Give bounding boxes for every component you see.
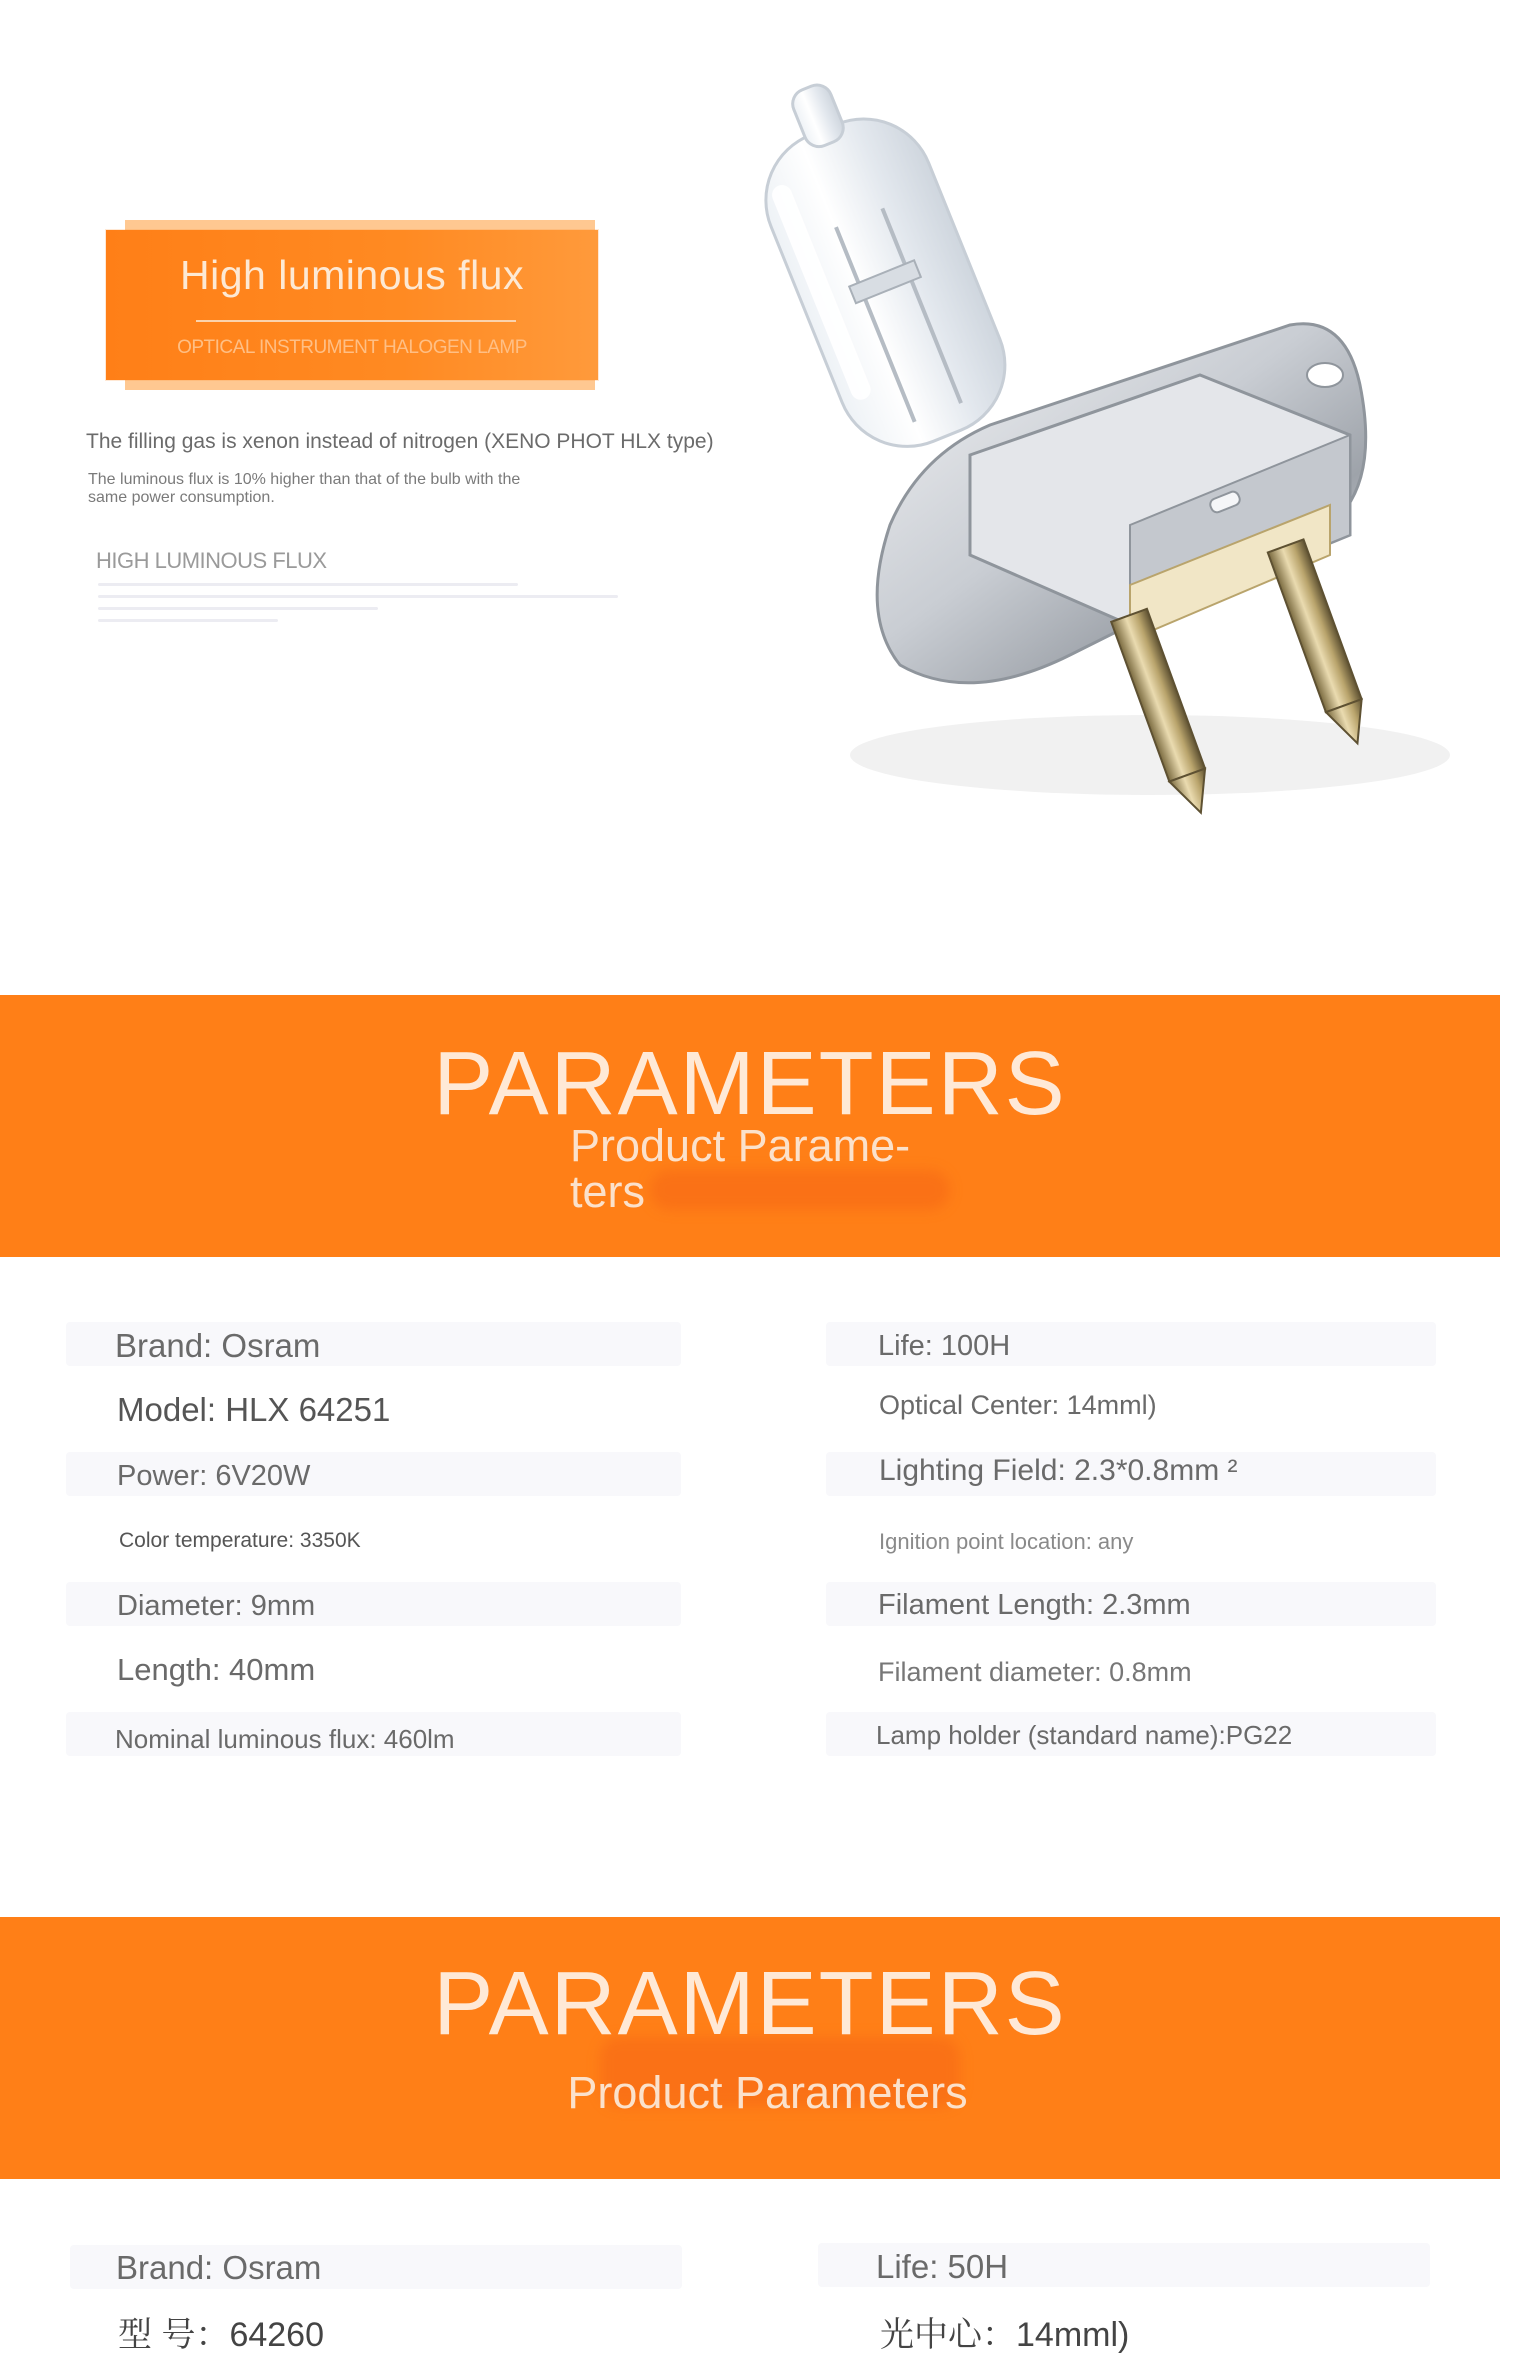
badge-title: High luminous flux [180,252,524,298]
param-luminous-flux: Nominal luminous flux: 460lm [115,1724,455,1754]
param-model-2: 型 号：64260 [118,2316,324,2354]
param-brand: Brand: Osram [115,1327,321,1364]
param-model: Model: HLX 64251 [117,1391,391,1428]
parameters-subtitle-2: Product Parameters [567,2067,968,2118]
faded-text-line [98,619,278,622]
param-filament-length: Filament Length: 2.3mm [878,1589,1191,1621]
param-ignition-point: Ignition point location: any [879,1529,1134,1554]
hero-section [0,0,1500,995]
param-lighting-field: Lighting Field: 2.3*0.8mm ² [879,1454,1238,1487]
faded-text-line [98,607,378,610]
parameters-banner-2 [0,1917,1500,2179]
parameters-banner [0,995,1500,1257]
param-color-temperature: Color temperature: 3350K [119,1529,361,1552]
parameter-list-2 [0,2179,1500,2354]
param-life-2: Life: 50H [876,2248,1009,2285]
faded-text-line [98,583,518,586]
param-power: Power: 6V20W [117,1460,311,1492]
faded-text-line [98,595,618,598]
parameters-title-2: PARAMETERS [433,1954,1067,2054]
halogen-lamp-image [770,55,1460,885]
param-optical-center-2: 光中心：14mml) [880,2316,1130,2354]
feature-detail: The luminous flux is 10% higher than that of the bulb with the same power consumption. [88,471,521,506]
param-lamp-holder: Lamp holder (standard name):PG22 [876,1720,1293,1750]
param-diameter: Diameter: 9mm [117,1590,316,1622]
param-life: Life: 100H [878,1330,1011,1362]
parameters-title: PARAMETERS [433,1034,1067,1134]
param-filament-diameter: Filament diameter: 0.8mm [878,1657,1192,1687]
feature-caption: HIGH LUMINOUS FLUX [96,548,327,573]
parameters-subtitle: Product Parame- ters [570,1120,911,1217]
feature-description: The filling gas is xenon instead of nitrogen (XENO PHOT HLX type) [86,430,714,453]
param-length: Length: 40mm [117,1652,316,1687]
param-brand-2: Brand: Osram [116,2249,322,2286]
badge-subtitle: OPTICAL INSTRUMENT HALOGEN LAMP [177,337,527,358]
feature-badge [106,230,598,380]
badge-divider [196,320,516,322]
param-optical-center: Optical Center: 14mml) [879,1390,1157,1420]
parameter-list [0,1257,1500,1917]
